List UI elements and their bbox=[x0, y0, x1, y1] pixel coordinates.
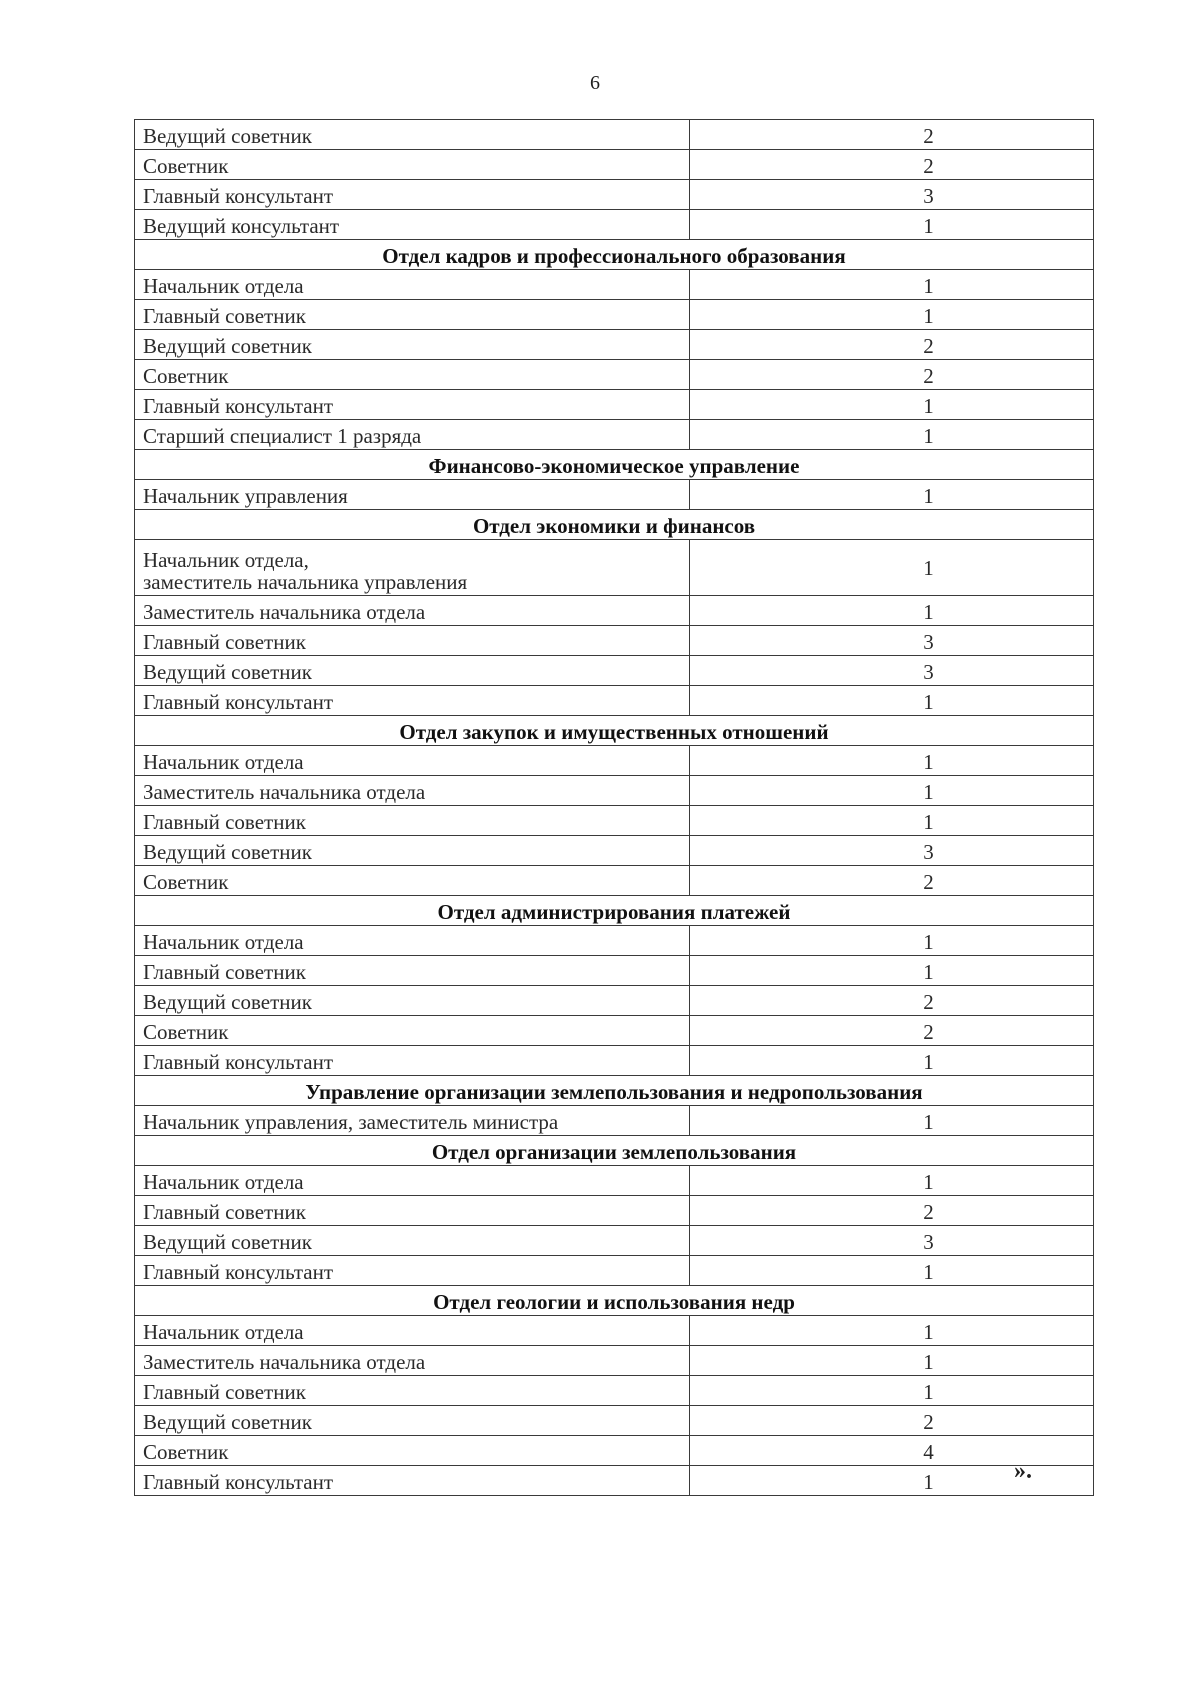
position-title: Начальник управления bbox=[143, 484, 348, 508]
count-cell bbox=[690, 866, 1094, 896]
count-cell bbox=[690, 1196, 1094, 1226]
position-title: Советник bbox=[143, 1440, 229, 1464]
section-title: Отдел администрирования платежей bbox=[135, 896, 1094, 926]
table-row bbox=[135, 866, 1094, 896]
position-cell bbox=[135, 300, 690, 330]
section-title: Отдел организации землепользования bbox=[135, 1136, 1094, 1166]
section-header-row bbox=[135, 510, 1094, 540]
position-title: Советник bbox=[143, 870, 229, 894]
section-header-row bbox=[135, 240, 1094, 270]
table-row bbox=[135, 626, 1094, 656]
table-row bbox=[135, 1106, 1094, 1136]
staff-count: 1 bbox=[923, 304, 934, 328]
position-cell bbox=[135, 1346, 690, 1376]
section-header-row bbox=[135, 896, 1094, 926]
position-title: Ведущий советник bbox=[143, 660, 312, 684]
count-cell bbox=[690, 806, 1094, 836]
count-cell bbox=[690, 656, 1094, 686]
position-title: Начальник отдела bbox=[143, 1320, 304, 1344]
staff-count: 1 bbox=[923, 600, 934, 624]
table-row bbox=[135, 806, 1094, 836]
staff-count: 1 bbox=[923, 1320, 934, 1344]
staff-count: 1 bbox=[923, 960, 934, 984]
position-cell bbox=[135, 420, 690, 450]
table-row bbox=[135, 180, 1094, 210]
staff-count: 1 bbox=[923, 484, 934, 508]
staff-count: 1 bbox=[923, 1050, 934, 1074]
table-row bbox=[135, 1346, 1094, 1376]
table-row bbox=[135, 330, 1094, 360]
count-cell bbox=[690, 1106, 1094, 1136]
table-row bbox=[135, 120, 1094, 150]
count-cell bbox=[690, 120, 1094, 150]
position-cell bbox=[135, 1226, 690, 1256]
section-title: Управление организации землепользования и недропользования bbox=[135, 1076, 1094, 1106]
position-cell bbox=[135, 1166, 690, 1196]
position-title: Главный консультант bbox=[143, 1470, 334, 1494]
position-cell bbox=[135, 1196, 690, 1226]
position-title: Заместитель начальника отдела bbox=[143, 1350, 426, 1374]
table-row bbox=[135, 1196, 1094, 1226]
count-cell bbox=[690, 270, 1094, 300]
count-cell bbox=[690, 150, 1094, 180]
staff-count: 2 bbox=[923, 1410, 934, 1434]
position-title: Ведущий советник bbox=[143, 1410, 312, 1434]
position-title: Начальник отдела bbox=[143, 750, 304, 774]
position-cell bbox=[135, 1436, 690, 1466]
staff-count: 3 bbox=[923, 184, 934, 208]
count-cell bbox=[690, 1466, 1094, 1496]
staff-count: 2 bbox=[923, 870, 934, 894]
position-title: Главный советник bbox=[143, 1380, 306, 1404]
count-cell bbox=[690, 1376, 1094, 1406]
position-title: Начальник отдела bbox=[143, 1170, 304, 1194]
position-cell bbox=[135, 360, 690, 390]
count-cell bbox=[690, 360, 1094, 390]
table-row bbox=[135, 956, 1094, 986]
position-cell bbox=[135, 210, 690, 240]
table-row bbox=[135, 596, 1094, 626]
position-title-continued: заместитель начальника управления bbox=[143, 570, 468, 594]
table-row bbox=[135, 1316, 1094, 1346]
count-cell bbox=[690, 1406, 1094, 1436]
position-title: Ведущий советник bbox=[143, 840, 312, 864]
position-cell bbox=[135, 626, 690, 656]
position-cell bbox=[135, 480, 690, 510]
count-cell bbox=[690, 420, 1094, 450]
staff-count: 3 bbox=[923, 840, 934, 864]
staff-count: 1 bbox=[923, 1470, 934, 1494]
count-cell bbox=[690, 626, 1094, 656]
table-row bbox=[135, 1256, 1094, 1286]
position-title: Заместитель начальника отдела bbox=[143, 780, 426, 804]
count-cell bbox=[690, 746, 1094, 776]
position-title: Главный консультант bbox=[143, 394, 334, 418]
position-cell bbox=[135, 956, 690, 986]
count-cell bbox=[690, 776, 1094, 806]
position-title: Начальник отдела, bbox=[143, 548, 309, 572]
position-title: Главный консультант bbox=[143, 690, 334, 714]
table-row bbox=[135, 1166, 1094, 1196]
staff-count: 2 bbox=[923, 334, 934, 358]
count-cell bbox=[690, 210, 1094, 240]
section-title: Отдел кадров и профессионального образования bbox=[135, 240, 1094, 270]
position-title: Главный консультант bbox=[143, 1050, 334, 1074]
count-cell bbox=[690, 1346, 1094, 1376]
table-row bbox=[135, 210, 1094, 240]
count-cell bbox=[690, 926, 1094, 956]
table-row bbox=[135, 1046, 1094, 1076]
position-cell bbox=[135, 1466, 690, 1496]
position-title: Советник bbox=[143, 154, 229, 178]
staff-count: 3 bbox=[923, 660, 934, 684]
count-cell bbox=[690, 1046, 1094, 1076]
staff-count: 3 bbox=[923, 1230, 934, 1254]
position-cell bbox=[135, 1046, 690, 1076]
count-cell bbox=[690, 596, 1094, 626]
position-cell bbox=[135, 1016, 690, 1046]
count-cell bbox=[690, 480, 1094, 510]
position-cell bbox=[135, 330, 690, 360]
table-row bbox=[135, 300, 1094, 330]
position-cell bbox=[135, 926, 690, 956]
position-title: Ведущий консультант bbox=[143, 214, 340, 238]
section-header-row bbox=[135, 1286, 1094, 1316]
position-cell bbox=[135, 270, 690, 300]
staff-count: 2 bbox=[923, 364, 934, 388]
section-header-row bbox=[135, 1136, 1094, 1166]
position-cell bbox=[135, 866, 690, 896]
count-cell bbox=[690, 1256, 1094, 1286]
staff-count: 3 bbox=[923, 630, 934, 654]
position-title: Советник bbox=[143, 364, 229, 388]
staffing-table bbox=[134, 119, 1094, 1496]
count-cell bbox=[690, 1226, 1094, 1256]
position-cell bbox=[135, 390, 690, 420]
table-row bbox=[135, 836, 1094, 866]
staff-count: 1 bbox=[923, 1170, 934, 1194]
table-row bbox=[135, 746, 1094, 776]
position-title: Ведущий советник bbox=[143, 124, 312, 148]
table-row bbox=[135, 390, 1094, 420]
staff-count: 1 bbox=[923, 750, 934, 774]
staff-count: 1 bbox=[923, 274, 934, 298]
position-cell bbox=[135, 776, 690, 806]
table-row bbox=[135, 420, 1094, 450]
staff-count: 1 bbox=[923, 1260, 934, 1284]
position-cell bbox=[135, 746, 690, 776]
staff-count: 1 bbox=[923, 1380, 934, 1404]
position-cell bbox=[135, 656, 690, 686]
position-cell bbox=[135, 1376, 690, 1406]
section-header-row bbox=[135, 716, 1094, 746]
position-title: Главный советник bbox=[143, 1200, 306, 1224]
staff-count: 1 bbox=[923, 424, 934, 448]
position-cell bbox=[135, 180, 690, 210]
table-row bbox=[135, 1436, 1094, 1466]
position-cell bbox=[135, 540, 690, 596]
table-row bbox=[135, 926, 1094, 956]
position-title: Главный советник bbox=[143, 630, 306, 654]
position-title: Заместитель начальника отдела bbox=[143, 600, 426, 624]
count-cell bbox=[690, 180, 1094, 210]
position-title: Главный советник bbox=[143, 960, 306, 984]
count-cell bbox=[690, 956, 1094, 986]
staff-count: 4 bbox=[923, 1440, 934, 1464]
table-row bbox=[135, 1226, 1094, 1256]
position-cell bbox=[135, 836, 690, 866]
position-title: Главный советник bbox=[143, 304, 306, 328]
position-title: Главный консультант bbox=[143, 1260, 334, 1284]
count-cell bbox=[690, 1316, 1094, 1346]
table-row bbox=[135, 540, 1094, 596]
staff-count: 1 bbox=[923, 1110, 934, 1134]
table-row bbox=[135, 1376, 1094, 1406]
staff-count: 1 bbox=[923, 810, 934, 834]
position-cell bbox=[135, 686, 690, 716]
position-title: Ведущий советник bbox=[143, 1230, 312, 1254]
table-row bbox=[135, 1406, 1094, 1436]
staff-count: 2 bbox=[923, 1020, 934, 1044]
count-cell bbox=[690, 986, 1094, 1016]
table-row bbox=[135, 360, 1094, 390]
table-row bbox=[135, 480, 1094, 510]
staff-count: 1 bbox=[923, 690, 934, 714]
staff-count: 1 bbox=[923, 556, 934, 580]
staffing-table-body bbox=[135, 120, 1094, 1496]
count-cell bbox=[690, 330, 1094, 360]
table-row bbox=[135, 1016, 1094, 1046]
position-title: Ведущий советник bbox=[143, 334, 312, 358]
position-cell bbox=[135, 150, 690, 180]
count-cell bbox=[690, 686, 1094, 716]
count-cell bbox=[690, 300, 1094, 330]
count-cell bbox=[690, 1166, 1094, 1196]
count-cell bbox=[690, 1436, 1094, 1466]
staff-count: 1 bbox=[923, 780, 934, 804]
section-title: Финансово-экономическое управление bbox=[135, 450, 1094, 480]
count-cell bbox=[690, 1016, 1094, 1046]
position-cell bbox=[135, 120, 690, 150]
section-header-row bbox=[135, 1076, 1094, 1106]
position-title: Начальник отдела bbox=[143, 930, 304, 954]
staff-count: 1 bbox=[923, 930, 934, 954]
staff-count: 2 bbox=[923, 124, 934, 148]
staff-count: 1 bbox=[923, 214, 934, 238]
position-title: Старший специалист 1 разряда bbox=[143, 424, 422, 448]
position-title: Ведущий советник bbox=[143, 990, 312, 1014]
table-row bbox=[135, 1466, 1094, 1496]
staff-count: 1 bbox=[923, 394, 934, 418]
position-cell bbox=[135, 1316, 690, 1346]
table-row bbox=[135, 150, 1094, 180]
position-title: Начальник отдела bbox=[143, 274, 304, 298]
position-title: Главный советник bbox=[143, 810, 306, 834]
section-title: Отдел экономики и финансов bbox=[135, 510, 1094, 540]
staff-count: 1 bbox=[923, 1350, 934, 1374]
position-title: Начальник управления, заместитель министра bbox=[143, 1110, 559, 1134]
staff-count: 2 bbox=[923, 990, 934, 1014]
section-header-row bbox=[135, 450, 1094, 480]
count-cell bbox=[690, 836, 1094, 866]
position-cell bbox=[135, 1106, 690, 1136]
table-row bbox=[135, 986, 1094, 1016]
position-title: Советник bbox=[143, 1020, 229, 1044]
closing-quote-mark: ». bbox=[1014, 1458, 1032, 1484]
position-title: Главный консультант bbox=[143, 184, 334, 208]
position-cell bbox=[135, 1406, 690, 1436]
position-cell bbox=[135, 596, 690, 626]
table-row bbox=[135, 656, 1094, 686]
table-row bbox=[135, 686, 1094, 716]
page-number: 6 bbox=[590, 72, 600, 94]
count-cell bbox=[690, 390, 1094, 420]
staff-count: 2 bbox=[923, 154, 934, 178]
table-row bbox=[135, 776, 1094, 806]
position-cell bbox=[135, 986, 690, 1016]
position-cell bbox=[135, 806, 690, 836]
count-cell bbox=[690, 540, 1094, 596]
staff-count: 2 bbox=[923, 1200, 934, 1224]
section-title: Отдел закупок и имущественных отношений bbox=[135, 716, 1094, 746]
section-title: Отдел геологии и использования недр bbox=[135, 1286, 1094, 1316]
position-cell bbox=[135, 1256, 690, 1286]
table-row bbox=[135, 270, 1094, 300]
